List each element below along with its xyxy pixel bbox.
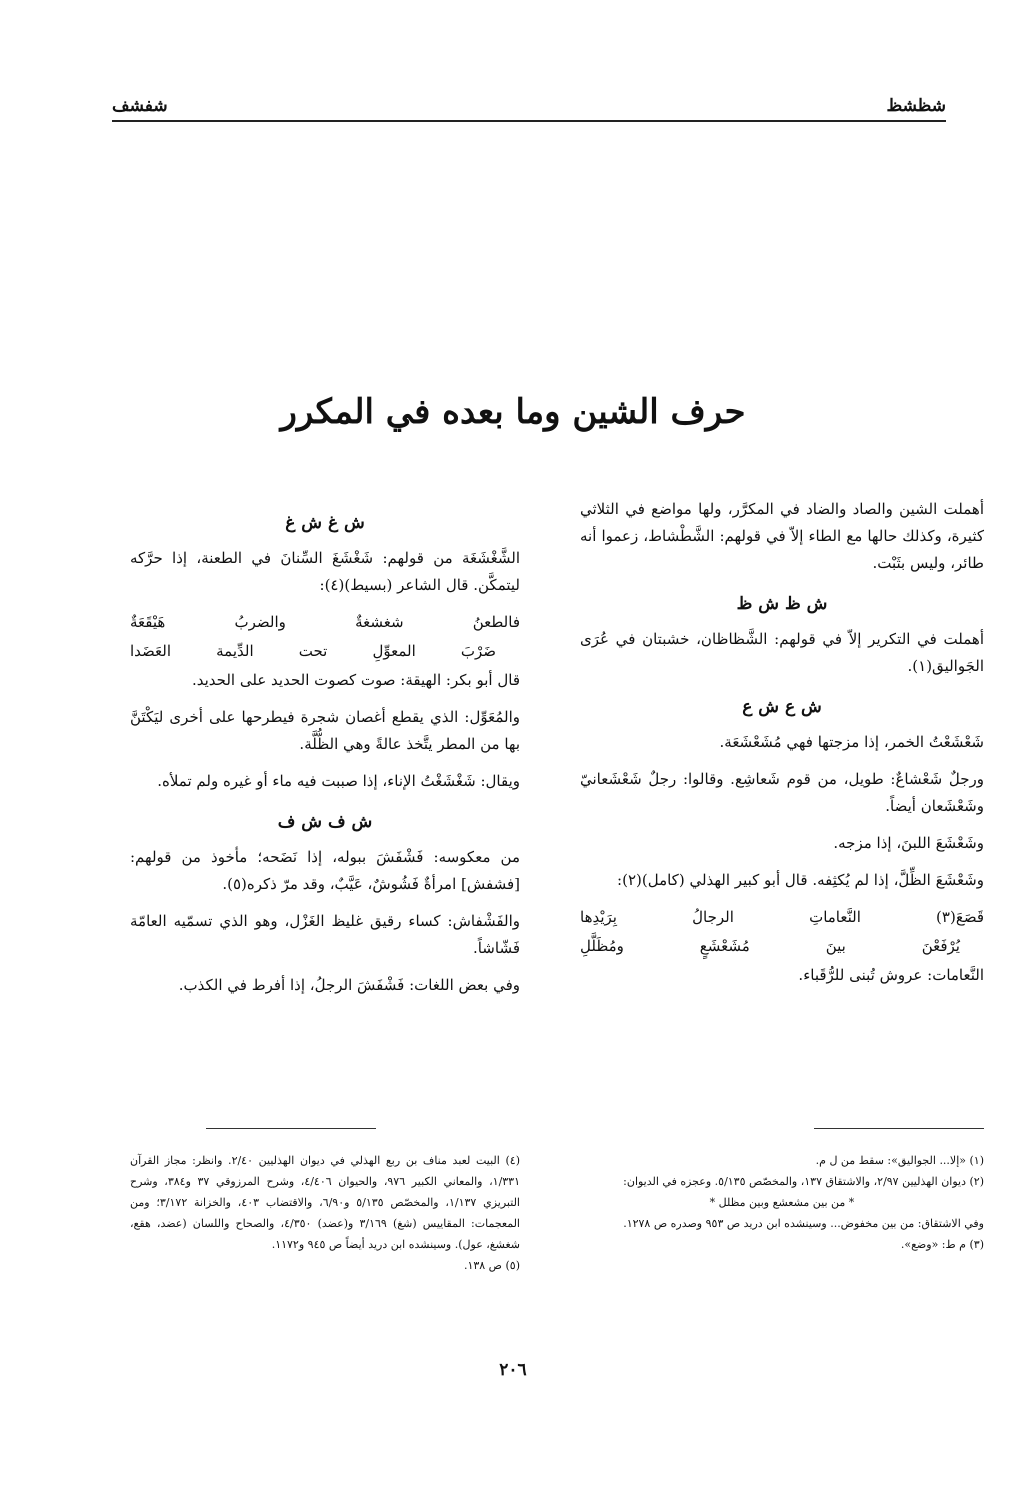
footnotes-left bbox=[130, 1150, 520, 1276]
footnote: (١) «إلا... الجواليق»: سقط من ل م. bbox=[815, 1154, 984, 1167]
paragraph: والمُعَوِّل: الذي يقطع أغصان شجرة فيطرحها على أخرى ليَكْتَنَّ بها من المطر يتَّخذ عالةً وهي الظُّلَّة. bbox=[130, 708, 520, 753]
intro-paragraph: أهملت الشين والصاد والضاد في المكرَّر، ولها مواضع في الثلاثي كثيرة، وكذلك حالها مع الطاء إلاّ في قولهم: الشَّطْشاط، زعموا أنه طائر، وليس بثَبْت. bbox=[580, 500, 984, 572]
paragraph: أهملت في التكرير إلاّ في قولهم: الشَّظاظان، خشبتان في عُرَى الجَواليق(١). bbox=[580, 630, 984, 675]
footnote-verse: * من بين مشعشع وبين مظلل * bbox=[709, 1196, 855, 1209]
section-title-shaf: ش ف ش ف bbox=[277, 812, 373, 832]
paragraph: ويقال: شَغْشَغْتُ الإناء، إذا صببت فيه ماء أو غيره ولم تملأه. bbox=[157, 772, 520, 790]
footnote: (٣) م ط: «وضع». bbox=[900, 1238, 984, 1251]
paragraph: والفَشْفاش: كساء رقيق غليظ الغَزْل، وهو الذي تسمّيه العامّة فَشّاشاً. bbox=[130, 912, 520, 957]
verse-line-1: قَصَعَ(٣) النَّعاماتِ الرجالُ بِرَيْدِها bbox=[580, 908, 984, 926]
paragraph: قال أبو بكر: الهيقة: صوت كصوت الحديد على الحديد. bbox=[191, 671, 520, 689]
verse-line-1: فالطعنُ شغشغةٌ والضربُ هَيْقَعَةٌ bbox=[130, 613, 520, 631]
paragraph: وشَعْشَعَ الظِّلَّ، إذا لم يُكثِفه. قال أبو كبير الهذلي (كامل)(٢): bbox=[617, 871, 984, 889]
page-number: ٢٠٦ bbox=[499, 1360, 527, 1380]
right-column bbox=[580, 496, 984, 999]
running-header-left: شفشف bbox=[112, 96, 168, 116]
verse-line-2: يُرْفَعْنَ بينَ مُشَعْشَعٍ ومُظَلَّلِ bbox=[580, 937, 960, 955]
paragraph: وفي بعض اللغات: فَشْفَشَ الرجلُ، إذا أفرط في الكذب. bbox=[178, 976, 520, 994]
paragraph: من معكوسه: فَشْفَشَ ببوله، إذا نَضَحه؛ مأخوذ من قولهم: [فشفش] امرأةٌ فَشُوشٌ، عَيَّبٌ، وقد مرّ ذكره(٥). bbox=[130, 848, 520, 893]
paragraph: النَّعامات: عروش تُبنى للرُّقَباء. bbox=[798, 966, 984, 984]
footnote-rule-left bbox=[206, 1128, 376, 1129]
footnote: (٥) ص ١٣٨. bbox=[463, 1259, 520, 1272]
footnote: وفي الاشتقاق: من بين مخفوض... وسينشده ابن دريد ص ٩٥٣ وصدره ص ١٢٧٨. bbox=[623, 1217, 984, 1230]
paragraph: ورجلٌ شَعْشاعٌ: طويل، من قوم شَعاشِع. وقالوا: رجلٌ شَعْشَعانيّ وشَعْشَعان أيضاً. bbox=[580, 770, 984, 815]
paragraph: الشَّغْشَغَة من قولهم: شَغْشَغَ السِّنانَ في الطعنة، إذا حرَّكه ليتمكَّن. قال الشاعر (بسيط)(٤): bbox=[130, 549, 520, 594]
section-title-shaa: ش ع ش ع bbox=[742, 697, 822, 717]
paragraph: شَعْشَعْتُ الخمر، إذا مزجتها فهي مُشَعْشَعَة. bbox=[719, 733, 984, 751]
section-title-shagh: ش غ ش غ bbox=[285, 513, 365, 533]
left-column bbox=[130, 496, 520, 1009]
verse-line-2: ضَرْبَ المعوِّلِ تحت الدِّيمة العَضَدا bbox=[130, 642, 496, 660]
header-rule bbox=[112, 120, 946, 122]
footnote-rule-right bbox=[814, 1128, 984, 1129]
running-header-right: شظشظ bbox=[886, 96, 946, 116]
footnote: (٤) البيت لعبد مناف بن ربع الهذلي في ديوان الهذليين ٢/٤٠. وانظر: مجاز القرآن ١/٣٣١، والمعاني الكبير ٩٧٦، والحيوان ٤/٤٠٦، وشرح المرزوقي ٣٧ و٣٨٤، وشرح التبريزي ١/١٣٧، والمخصّص ٥/١٣٥ و٦/٩٠، والاقتضاب ٤٠٣، والخزانة ٣/١٧٢؛ ومن المعجمات: المقاييس (شغ) ٣/١٦٩ و(عضد) ٤/٣٥٠، والصحاح واللسان (عضد، هقع، شغشغ، عول). وسينشده ابن دريد أيضاً ص ٩٤٥ و١١٧٢. bbox=[130, 1154, 521, 1251]
chapter-title: حرف الشين وما بعده في المكرر bbox=[280, 392, 746, 432]
footnote: (٢) ديوان الهذليين ٢/٩٧، والاشتقاق ١٣٧، والمخصّص ٥/١٣٥. وعجزه في الديوان: bbox=[623, 1175, 984, 1188]
footnotes-right bbox=[580, 1150, 984, 1255]
section-title-shazh: ش ظ ش ظ bbox=[736, 594, 828, 614]
paragraph: وشَعْشَعَ اللبنَ، إذا مزجه. bbox=[833, 834, 984, 852]
